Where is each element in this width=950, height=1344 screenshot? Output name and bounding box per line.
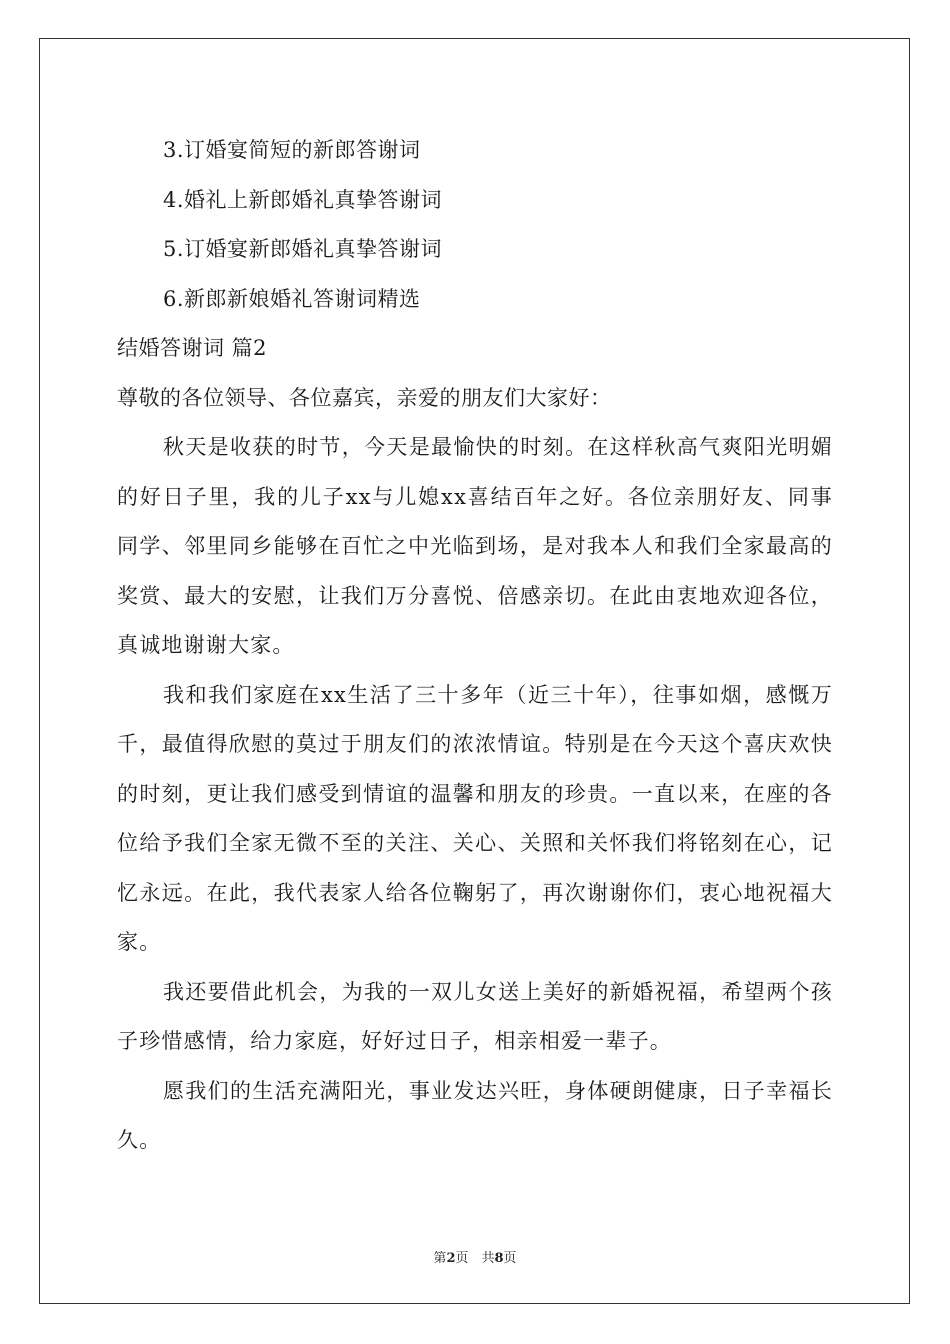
toc-item[interactable]: 5.订婚宴新郎婚礼真挚答谢词	[163, 237, 443, 261]
paragraph: 我和我们家庭在xx生活了三十多年（近三十年），往事如烟，感慨万千，最值得欣慰的莫过于朋友们的浓浓情谊。特别是在今天这个喜庆欢快的时刻，更让我们感受到情谊的温馨和朋友的珍贵。一直以来，在座的各位给予我们全家无微不至的关注、关心、关照和关怀我们将铭刻在心，记忆永远。在此，我代表家人给各位鞠躬了，再次谢谢你们，衷心地祝福大家。	[117, 682, 833, 954]
footer-suffix: 页	[503, 1251, 517, 1266]
footer-prefix: 第	[433, 1251, 447, 1266]
footer-mid: 页 共	[455, 1251, 495, 1266]
toc-item[interactable]: 3.订婚宴简短的新郎答谢词	[163, 138, 421, 162]
document-body	[117, 126, 833, 1166]
toc-item[interactable]: 4.婚礼上新郎婚礼真挚答谢词	[163, 187, 443, 212]
greeting: 尊敬的各位领导、各位嘉宾，亲爱的朋友们大家好：	[117, 385, 612, 410]
toc-item[interactable]: 6.新郎新娘婚礼答谢词精选	[163, 286, 421, 311]
paragraph: 愿我们的生活充满阳光，事业发达兴旺，身体硬朗健康，日子幸福长久。	[117, 1078, 833, 1152]
current-page-number: 2	[446, 1251, 456, 1266]
section-title: 结婚答谢词 篇2	[117, 336, 268, 360]
paragraph: 秋天是收获的时节，今天是最愉快的时刻。在这样秋高气爽阳光明媚的好日子里，我的儿子xx与儿媳xx喜结百年之好。各位亲朋好友、同事同学、邻里同乡能够在百忙之中光临到场，是对我本人和我们全家最高的奖赏、最大的安慰，让我们万分喜悦、倍感亲切。在此由衷地欢迎各位，真诚地谢谢大家。	[117, 435, 833, 657]
total-page-number: 8	[494, 1251, 504, 1266]
paragraph: 我还要借此机会，为我的一双儿女送上美好的新婚祝福，希望两个孩子珍惜感情，给力家庭，好好过日子，相亲相爱一辈子。	[117, 979, 833, 1053]
page-footer	[0, 1247, 950, 1266]
